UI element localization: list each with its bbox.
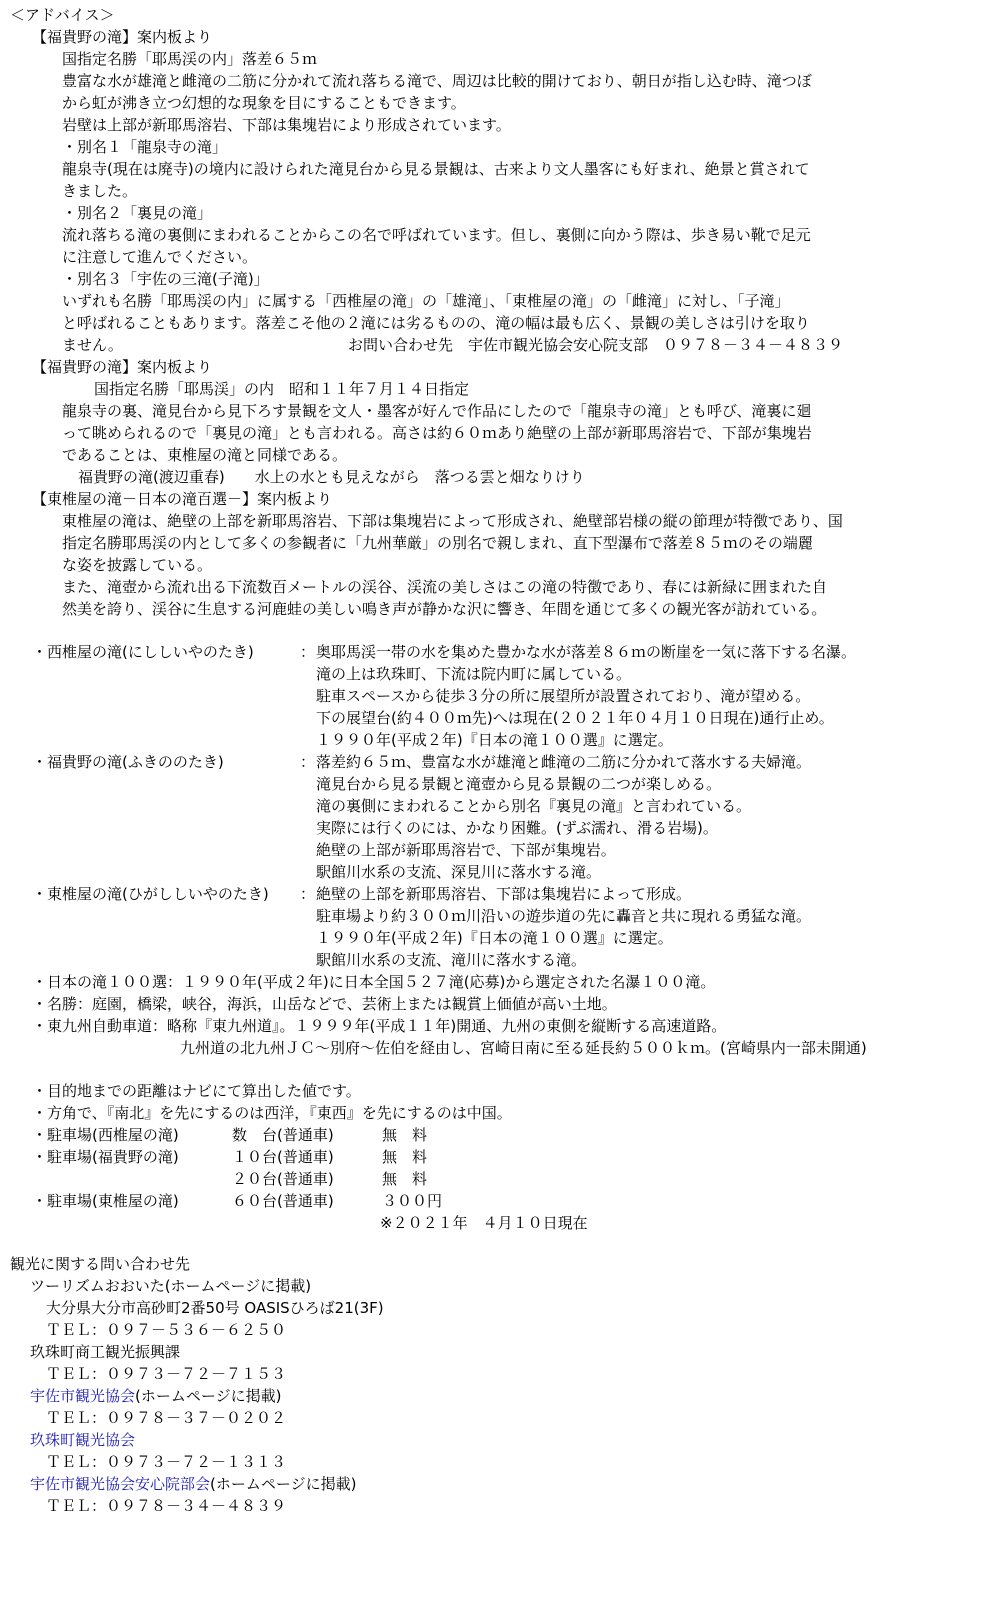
paragraph-line: 岩壁は上部が新耶馬溶岩、下部は集塊岩により形成されています。 [62,116,511,134]
paragraph-line: きました。 [62,182,138,200]
alias-heading: ・別名１「龍泉寺の滝」 [62,138,228,156]
parking-label: ・駐車場(西椎屋の滝) [32,1126,179,1144]
paragraph-line: 国指定名勝「耶馬渓の内」落差６５ｍ [62,50,318,68]
paragraph-line: 豊富な水が雄滝と雌滝の二筋に分かれて流れ落ちる滝で、周辺は比較的開けており、朝日が指し込む時、滝つぼ [62,72,812,90]
waterfall-desc-line: 滝の上は玖珠町、下流は院内町に属している。 [316,665,632,683]
waterfall-desc-line: 駅館川水系の支流、滝川に落水する滝。 [316,951,587,969]
glossary-item: ・日本の滝１００選：１９９０年(平成２年)に日本全国５２７滝(応募)から選定された名瀑１００滝。 [32,973,716,991]
contact-name: 玖珠町商工観光振興課 [30,1343,181,1361]
section-heading-fukino-sign-2: 【福貴野の滝】案内板より [32,358,213,376]
waterfall-desc-line: １９９０年(平成２年)『日本の滝１００選』に選定。 [316,731,673,749]
homepage-note: (ホームページに掲載) [135,1387,282,1405]
contact-tel: ＴＥＬ：０９７－５３６－６２５０ [46,1321,287,1339]
contact-name [30,1473,356,1495]
alias-heading: ・別名２「裏見の滝」 [62,204,213,222]
section-heading-fukino-sign-1: 【福貴野の滝】案内板より [32,28,213,46]
paragraph-line: 流れ落ちる滝の裏側にまわれることからこの名で呼ばれています。但し、裏側に向かう際は、歩き易い靴で足元 [62,226,811,244]
waterfall-desc-line: 駐車スペースから徒歩３分の所に展望所が設置されており、滝が望める。 [316,687,811,705]
waterfall-desc-line: 滝見台から見る景観と滝壺から見る景観の二つが楽しめる。 [316,775,722,793]
waterfall-desc-line: 下の展望台(約４００ｍ先)へは現在(２０２１年０４月１０日現在)通行止め。 [316,709,834,727]
waterfall-separator: ： [300,885,316,903]
waterfall-label-fukino: ・福貴野の滝(ふきののたき) [32,753,224,771]
parking-label: ・駐車場(東椎屋の滝) [32,1192,179,1210]
poem-line: 福貴野の滝(渡辺重春) 水上の水とも見えながら 落つる雲と畑なりけり [78,468,585,486]
contact-tel: ＴＥＬ：０９７３－７２－１３１３ [46,1453,287,1471]
paragraph-line: 龍泉寺の裏、滝見台から見下ろす景観を文人・墨客が好んで作品にしたので「龍泉寺の滝」とも呼び、滝裏に廻 [62,402,812,420]
waterfall-desc-line: 絶壁の上部を新耶馬溶岩、下部は集塊岩によって形成。 [316,885,692,903]
paragraph-line: って眺められるので「裏見の滝」とも言われる。高さは約６０ｍあり絶壁の上部が新耶馬溶岩で、下部が集塊岩 [62,424,812,442]
waterfall-label-nishishiiya: ・西椎屋の滝(にししいやのたき) [32,643,254,661]
paragraph-line: 東椎屋の滝は、絶壁の上部を新耶馬溶岩、下部は集塊岩によって形成され、絶壁部岩様の縦の節理が特徴であり、国 [62,512,843,530]
parking-count: 数 台(普通車) [232,1126,334,1144]
paragraph-line: 然美を誇り、渓谷に生息する河鹿蛙の美しい鳴き声が静かな沢に響き、年間を通じて多くの観光客が訪れている。 [62,600,827,618]
paragraph-line: な姿を披露している。 [62,556,213,574]
paragraph-line: ません。 [62,336,123,354]
paragraph-line: であることは、東椎屋の滝と同様である。 [62,446,348,464]
waterfall-separator: ： [300,643,316,661]
ajimu-link[interactable]: 宇佐市観光協会安心院部会 [30,1475,211,1493]
paragraph-line: また、滝壺から流れ出る下流数百メートルの渓谷、渓流の美しさはこの滝の特徴であり、春には新緑に囲まれた自 [62,578,828,596]
glossary-item: ・名勝：庭園，橋梁，峡谷，海浜，山岳などで、芸術上または観賞上価値が高い土地。 [32,995,617,1013]
paragraph-line: いずれも名勝「耶馬渓の内」に属する「西椎屋の滝」の「雄滝」、「東椎屋の滝」の「雌滝」に対し、「子滝」 [62,292,790,310]
inquiries-heading: 観光に関する問い合わせ先 [10,1255,191,1273]
section-heading-higashi-sign: 【東椎屋の滝－日本の滝百選－】案内板より [32,490,333,508]
waterfall-desc-line: １９９０年(平成２年)『日本の滝１００選』に選定。 [316,929,673,947]
parking-fee: ３００円 [382,1192,443,1210]
contact-line: お問い合わせ先 宇佐市観光協会安心院支部 ０９７８－３４－４８３９ [348,336,844,354]
parking-count: ６０台(普通車) [232,1192,334,1210]
parking-count: １０台(普通車) [232,1148,334,1166]
parking-date-note: ※２０２１年 ４月１０日現在 [380,1214,588,1232]
contact-tel: ＴＥＬ：０９７８－３７－０２０２ [46,1409,287,1427]
parking-fee: 無 料 [382,1126,428,1144]
note-item: ・目的地までの距離はナビにて算出した値です。 [32,1082,361,1100]
waterfall-desc-line: 落差約６５ｍ、豊富な水が雄滝と雌滝の二筋に分かれて落水する夫婦滝。 [316,753,812,771]
waterfall-desc-line: 駅館川水系の支流、深見川に落水する滝。 [316,863,602,881]
contact-name-text: ツーリズムおおいた [30,1277,165,1295]
glossary-item-continuation: 九州道の北九州ＪＣ～別府～佐伯を経由し、宮崎日南に至る延長約５００ｋｍ。(宮崎県内一部未開通) [180,1039,867,1057]
note-item: ・方角で、『南北』を先にするのは西洋，『東西』を先にするのは中国。 [32,1104,512,1122]
contact-tel: ＴＥＬ：０９７８－３４－４８３９ [46,1497,287,1515]
advice-heading: ＜アドバイス＞ [10,6,115,24]
waterfall-desc-line: 駐車場より約３００ｍ川沿いの遊歩道の先に轟音と共に現れる勇猛な滝。 [316,907,812,925]
contact-name [30,1385,281,1407]
parking-label: ・駐車場(福貴野の滝) [32,1148,179,1166]
waterfall-separator: ： [300,753,316,771]
parking-count: ２０台(普通車) [232,1170,334,1188]
homepage-note: (ホームページに掲載) [164,1277,312,1295]
glossary-item: ・東九州自動車道：略称『東九州道』。１９９９年(平成１１年)開通、九州の東側を縦断する高速道路。 [32,1017,727,1035]
waterfall-desc-line: 奥耶馬渓一帯の水を集めた豊かな水が落差８６ｍの断崖を一気に落下する名瀑。 [316,643,857,661]
contact-tel: ＴＥＬ：０９７３－７２－７１５３ [46,1365,287,1383]
waterfall-label-higashishiiya: ・東椎屋の滝(ひがししいやのたき) [32,885,269,903]
parking-fee: 無 料 [382,1170,428,1188]
paragraph-line: 龍泉寺(現在は廃寺)の境内に設けられた滝見台から見る景観は、古来より文人墨客にも好まれ、絶景と賞されて [62,160,810,178]
waterfall-desc-line: 滝の裏側にまわれることから別名『裏見の滝』と言われている。 [316,797,752,815]
paragraph-line: から虹が沸き立つ幻想的な現象を目にすることもできます。 [62,94,466,112]
usa-kanko-link[interactable]: 宇佐市観光協会 [30,1387,136,1405]
waterfall-desc-line: 絶壁の上部が新耶馬溶岩で、下部が集塊岩。 [316,841,616,859]
paragraph-line: に注意して進んでください。 [62,248,258,266]
waterfall-desc-line: 実際には行くのには、かなり困難。(ずぶ濡れ、滑る岩場)。 [316,819,718,837]
paragraph-line: と呼ばれることもあります。落差こそ他の２滝には劣るものの、滝の幅は最も広く、景観の美しさは引けを取り [62,314,810,332]
contact-name [30,1275,311,1297]
homepage-note: (ホームページに掲載) [210,1475,357,1493]
paragraph-line: 国指定名勝「耶馬渓」の内 昭和１１年７月１４日指定 [94,380,470,398]
alias-heading: ・別名３「宇佐の三滝(子滝)」 [62,270,269,288]
kusu-kanko-link[interactable]: 玖珠町観光協会 [30,1431,136,1449]
parking-fee: 無 料 [382,1148,428,1166]
contact-address: 大分県大分市高砂町2番50号 OASISひろば21(3F) [46,1299,384,1317]
paragraph-line: 指定名勝耶馬渓の内として多くの参観者に「九州華厳」の別名で親しまれ、直下型瀑布で落差８５ｍのその端麗 [62,534,813,552]
